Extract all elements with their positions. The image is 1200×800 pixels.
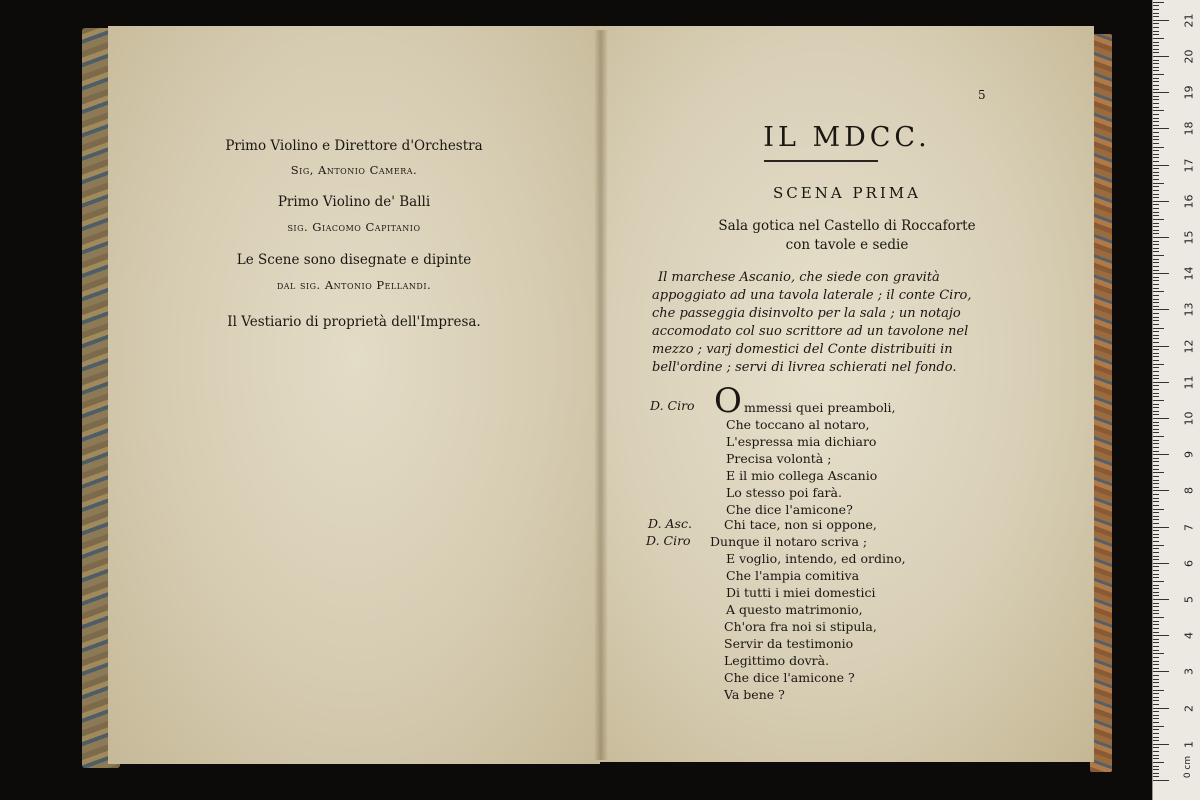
ruler-tick — [1153, 107, 1159, 108]
verse-line: Che dice l'amicone? — [726, 502, 853, 517]
ruler-tick — [1153, 422, 1159, 423]
ruler-tick — [1153, 226, 1159, 227]
ruler-tick — [1153, 342, 1159, 343]
ruler-tick — [1153, 613, 1159, 614]
verse-line: Dunque il notaro scriva ; — [710, 534, 868, 549]
ruler-tick — [1153, 755, 1159, 756]
ruler-tick — [1153, 642, 1159, 643]
ruler-tick — [1153, 726, 1164, 727]
ruler-tick — [1153, 729, 1159, 730]
ruler-number: 14 — [1182, 266, 1196, 281]
page-number: 5 — [978, 88, 986, 102]
scene-heading: SCENA PRIMA — [773, 184, 921, 202]
verse-line: Va bene ? — [724, 687, 785, 702]
ruler-number: 13 — [1182, 302, 1196, 317]
ruler-tick — [1153, 487, 1159, 488]
ruler-tick — [1153, 661, 1159, 662]
ruler-tick — [1153, 16, 1159, 17]
ruler-number: 12 — [1182, 339, 1196, 354]
ruler-tick — [1153, 519, 1159, 520]
ruler-tick — [1153, 476, 1159, 477]
ruler-number: 3 — [1182, 668, 1196, 676]
ruler-unit-label: 0 cm — [1183, 755, 1194, 779]
stage-direction-line: Il marchese Ascanio, che siede con gravità — [658, 270, 940, 285]
ruler-tick — [1153, 49, 1159, 50]
ruler-number: 1 — [1182, 740, 1196, 748]
ruler-tick — [1153, 346, 1169, 347]
ruler-tick — [1153, 704, 1159, 705]
ruler-tick — [1153, 371, 1159, 372]
ruler-tick — [1153, 690, 1164, 691]
drop-cap: O — [714, 381, 742, 421]
ruler-tick — [1153, 635, 1169, 636]
ruler-tick — [1153, 646, 1159, 647]
ruler-tick — [1153, 179, 1159, 180]
ruler-tick — [1153, 700, 1159, 701]
ruler-tick — [1153, 201, 1169, 202]
ruler-number: 15 — [1182, 230, 1196, 245]
ruler-tick — [1153, 331, 1159, 332]
ruler-tick — [1153, 751, 1159, 752]
ruler-number: 2 — [1182, 704, 1196, 712]
ruler-tick — [1153, 766, 1159, 767]
ruler-tick — [1153, 67, 1159, 68]
ruler-tick — [1153, 161, 1159, 162]
ruler-tick — [1153, 157, 1159, 158]
ruler-tick — [1153, 223, 1159, 224]
ruler-tick — [1153, 650, 1159, 651]
ruler-tick — [1153, 758, 1159, 759]
ruler-tick — [1153, 168, 1159, 169]
ruler-tick — [1153, 501, 1159, 502]
ruler-tick — [1153, 548, 1159, 549]
ruler-tick — [1153, 664, 1159, 665]
ruler-tick — [1153, 530, 1159, 531]
ruler-tick — [1153, 425, 1159, 426]
ruler-tick — [1153, 92, 1169, 93]
ruler-tick — [1153, 722, 1159, 723]
ruler-tick — [1153, 400, 1164, 401]
ruler-tick — [1153, 63, 1159, 64]
verse-line: E il mio collega Ascanio — [726, 468, 878, 483]
ruler-tick — [1153, 81, 1159, 82]
ruler-tick — [1153, 606, 1159, 607]
book-gutter — [594, 30, 608, 760]
ruler-tick — [1153, 494, 1159, 495]
verse-line: Chi tace, non si oppone, — [724, 517, 877, 532]
ruler-tick — [1153, 89, 1159, 90]
verse-line: L'espressa mia dichiaro — [726, 434, 877, 449]
ruler-tick — [1153, 328, 1164, 329]
ruler-tick — [1153, 566, 1159, 567]
ruler-tick — [1153, 617, 1164, 618]
ruler-tick — [1153, 523, 1159, 524]
ruler-tick — [1153, 23, 1159, 24]
ruler-tick — [1153, 465, 1159, 466]
ruler-tick — [1153, 639, 1159, 640]
ruler-tick — [1153, 147, 1164, 148]
verse-line: A questo matrimonio, — [726, 602, 863, 617]
ruler-tick — [1153, 356, 1159, 357]
setting-line: Sala gotica nel Castello di Roccaforte — [718, 218, 976, 234]
ruler-tick — [1153, 31, 1159, 32]
speaker-label: D. Ciro — [646, 533, 691, 548]
ruler-tick — [1153, 204, 1159, 205]
ruler-tick — [1153, 490, 1169, 491]
ruler-tick — [1153, 657, 1159, 658]
credit-line: Il Vestiario di proprietà dell'Impresa. — [227, 314, 481, 330]
ruler-tick — [1153, 682, 1159, 683]
ruler-tick — [1153, 780, 1169, 781]
ruler-tick — [1153, 708, 1169, 709]
ruler-tick — [1153, 776, 1159, 777]
ruler-tick — [1153, 317, 1159, 318]
ruler-tick — [1153, 668, 1159, 669]
ruler-tick — [1153, 404, 1159, 405]
ruler-tick — [1153, 407, 1159, 408]
ruler-tick — [1153, 38, 1164, 39]
ruler-tick — [1153, 581, 1164, 582]
ruler-tick — [1153, 559, 1159, 560]
ruler-tick — [1153, 154, 1159, 155]
ruler-tick — [1153, 96, 1159, 97]
ruler-tick — [1153, 451, 1159, 452]
ruler-tick — [1153, 150, 1159, 151]
ruler-tick — [1153, 338, 1159, 339]
ruler-tick — [1153, 563, 1169, 564]
ruler-tick — [1153, 208, 1159, 209]
ruler-tick — [1153, 324, 1159, 325]
setting-line: con tavole e sedie — [785, 237, 909, 253]
ruler-tick — [1153, 233, 1159, 234]
ruler-tick — [1153, 165, 1169, 166]
ruler-tick — [1153, 577, 1159, 578]
credit-line: Le Scene sono disegnate e dipinte — [236, 252, 472, 268]
ruler-tick — [1153, 411, 1159, 412]
ruler-tick — [1153, 461, 1159, 462]
ruler-tick — [1153, 458, 1159, 459]
verse-line: Servir da testimonio — [724, 636, 854, 651]
right-page — [600, 26, 1094, 762]
ruler-tick — [1153, 99, 1159, 100]
ruler-tick — [1153, 744, 1169, 745]
ruler-tick — [1153, 20, 1169, 21]
title-rule — [764, 160, 878, 162]
verse-line: Ch'ora fra noi si stipula, — [724, 619, 877, 634]
ruler-tick — [1153, 592, 1159, 593]
credit-line: Primo Violino e Direttore d'Orchestra — [225, 138, 483, 154]
ruler-tick — [1153, 447, 1159, 448]
ruler-tick — [1153, 13, 1159, 14]
ruler-tick — [1153, 737, 1159, 738]
ruler-tick — [1153, 255, 1164, 256]
ruler-tick — [1153, 440, 1159, 441]
left-page — [108, 26, 600, 764]
ruler-tick — [1153, 288, 1159, 289]
verse-line: mmessi quei preamboli, — [744, 400, 896, 415]
verse-line: Che l'ampia comitiva — [726, 568, 860, 583]
ruler-tick — [1153, 121, 1159, 122]
ruler-tick — [1153, 389, 1159, 390]
ruler-tick — [1153, 190, 1159, 191]
ruler-number: 16 — [1182, 194, 1196, 209]
ruler-tick — [1153, 483, 1159, 484]
ruler-tick — [1153, 570, 1159, 571]
ruler-tick — [1153, 34, 1159, 35]
verse-line: Legittimo dovrà. — [724, 653, 830, 668]
ruler-tick — [1153, 432, 1159, 433]
ruler-tick — [1153, 556, 1159, 557]
ruler-tick — [1153, 110, 1164, 111]
ruler-tick — [1153, 125, 1159, 126]
ruler-tick — [1153, 251, 1159, 252]
ruler-tick — [1153, 762, 1164, 763]
ruler-tick — [1153, 711, 1159, 712]
ruler-tick — [1153, 183, 1164, 184]
ruler-tick — [1153, 197, 1159, 198]
ruler-tick — [1153, 599, 1169, 600]
ruler-tick — [1153, 132, 1159, 133]
stage-direction-line: accomodato col suo scrittore ad un tavolone nel — [652, 324, 969, 339]
ruler-tick — [1153, 610, 1159, 611]
measuring-ruler — [1152, 0, 1200, 800]
ruler-tick — [1153, 280, 1159, 281]
ruler-tick — [1153, 103, 1159, 104]
ruler-tick — [1153, 277, 1159, 278]
ruler-tick — [1153, 512, 1159, 513]
verse-line: Precisa volontà ; — [726, 451, 832, 466]
ruler-tick — [1153, 414, 1159, 415]
ruler-tick — [1153, 628, 1159, 629]
credit-line: sig. Giacomo Capitanio — [287, 220, 421, 234]
stage-direction-line: mezzo ; varj domestici del Conte distribuiti in — [652, 342, 953, 357]
ruler-tick — [1153, 693, 1159, 694]
ruler-tick — [1153, 175, 1159, 176]
verse-line: E voglio, intendo, ed ordino, — [726, 551, 906, 566]
ruler-tick — [1153, 52, 1159, 53]
ruler-tick — [1153, 632, 1159, 633]
ruler-tick — [1153, 172, 1159, 173]
ruler-tick — [1153, 624, 1159, 625]
ruler-number: 8 — [1182, 487, 1196, 495]
ruler-tick — [1153, 237, 1169, 238]
ruler-tick — [1153, 70, 1159, 71]
ruler-tick — [1153, 320, 1159, 321]
ruler-tick — [1153, 244, 1159, 245]
ruler-tick — [1153, 545, 1164, 546]
ruler-tick — [1153, 186, 1159, 187]
ruler-tick — [1153, 574, 1159, 575]
ruler-tick — [1153, 78, 1159, 79]
ruler-tick — [1153, 128, 1169, 129]
ruler-tick — [1153, 143, 1159, 144]
ruler-tick — [1153, 541, 1159, 542]
ruler-tick — [1153, 302, 1159, 303]
ruler-tick — [1153, 335, 1159, 336]
stage-direction-line: che passeggia disinvolto per la sala ; un notajo — [652, 306, 961, 321]
ruler-tick — [1153, 498, 1159, 499]
ruler-tick — [1153, 418, 1169, 419]
ruler-tick — [1153, 262, 1159, 263]
ruler-tick — [1153, 42, 1159, 43]
ruler-number: 7 — [1182, 523, 1196, 531]
ruler-tick — [1153, 679, 1159, 680]
verse-line: Che dice l'amicone ? — [724, 670, 855, 685]
ruler-tick — [1153, 360, 1159, 361]
ruler-tick — [1153, 353, 1159, 354]
ruler-tick — [1153, 715, 1159, 716]
ruler-tick — [1153, 230, 1159, 231]
ruler-tick — [1153, 588, 1159, 589]
ruler-tick — [1153, 436, 1164, 437]
ruler-tick — [1153, 273, 1169, 274]
ruler-tick — [1153, 595, 1159, 596]
ruler-tick — [1153, 552, 1159, 553]
ruler-tick — [1153, 740, 1159, 741]
ruler-tick — [1153, 248, 1159, 249]
ruler-tick — [1153, 9, 1159, 10]
ruler-tick — [1153, 259, 1159, 260]
ruler-tick — [1153, 393, 1159, 394]
ruler-tick — [1153, 85, 1159, 86]
ruler-number: 18 — [1182, 121, 1196, 136]
ruler-tick — [1153, 194, 1159, 195]
ruler-tick — [1153, 313, 1159, 314]
speaker-label: D. Ciro — [650, 398, 695, 413]
ruler-tick — [1153, 443, 1159, 444]
ruler-tick — [1153, 718, 1159, 719]
ruler-tick — [1153, 537, 1159, 538]
ruler-tick — [1153, 382, 1169, 383]
ruler-tick — [1153, 527, 1169, 528]
ruler-tick — [1153, 534, 1159, 535]
ruler-tick — [1153, 469, 1159, 470]
credit-line: Primo Violino de' Balli — [277, 194, 431, 210]
ruler-tick — [1153, 60, 1159, 61]
ruler-tick — [1153, 349, 1159, 350]
stage-direction-line: appoggiato ad una tavola laterale ; il conte Ciro, — [652, 288, 972, 303]
ruler-tick — [1153, 697, 1159, 698]
ruler-tick — [1153, 74, 1164, 75]
ruler-tick — [1153, 603, 1159, 604]
ruler-number: 10 — [1182, 411, 1196, 426]
ruler-tick — [1153, 56, 1169, 57]
ruler-tick — [1153, 219, 1164, 220]
ruler-tick — [1153, 306, 1159, 307]
ruler-tick — [1153, 215, 1159, 216]
ruler-number: 20 — [1182, 49, 1196, 64]
ruler-tick — [1153, 375, 1159, 376]
ruler-tick — [1153, 299, 1159, 300]
ruler-tick — [1153, 509, 1164, 510]
ruler-number: 6 — [1182, 559, 1196, 567]
ruler-tick — [1153, 773, 1159, 774]
credit-line: Sig, Antonio Camera. — [290, 163, 418, 177]
speaker-label: D. Asc. — [648, 516, 692, 531]
ruler-tick — [1153, 364, 1164, 365]
ruler-tick — [1153, 266, 1159, 267]
ruler-number: 17 — [1182, 158, 1196, 173]
ruler-tick — [1153, 733, 1159, 734]
ruler-tick — [1153, 769, 1159, 770]
ruler-tick — [1153, 454, 1169, 455]
verse-line: Di tutti i miei domestici — [726, 585, 876, 600]
ruler-tick — [1153, 516, 1159, 517]
ruler-tick — [1153, 621, 1159, 622]
ruler-number: 9 — [1182, 451, 1196, 459]
ruler-tick — [1153, 139, 1159, 140]
stage-direction-line: bell'ordine ; servi di livrea schierati nel fondo. — [652, 360, 957, 375]
ruler-tick — [1153, 472, 1164, 473]
ruler-tick — [1153, 396, 1159, 397]
ruler-number: 21 — [1182, 13, 1196, 28]
ruler-tick — [1153, 480, 1159, 481]
ruler-tick — [1153, 653, 1164, 654]
ruler-tick — [1153, 241, 1159, 242]
verse-line: Che toccano al notaro, — [726, 417, 870, 432]
ruler-tick — [1153, 429, 1159, 430]
ruler-tick — [1153, 675, 1159, 676]
ruler-tick — [1153, 585, 1159, 586]
ruler-tick — [1153, 309, 1169, 310]
play-title: IL MDCC. — [763, 122, 931, 153]
ruler-tick — [1153, 505, 1159, 506]
ruler-number: 19 — [1182, 85, 1196, 100]
ruler-tick — [1153, 295, 1159, 296]
ruler-number: 11 — [1182, 375, 1196, 390]
ruler-tick — [1153, 270, 1159, 271]
ruler-tick — [1153, 686, 1159, 687]
ruler-tick — [1153, 212, 1159, 213]
ruler-tick — [1153, 367, 1159, 368]
credit-line: dal sig. Antonio Pellandi. — [276, 278, 432, 292]
ruler-number: 4 — [1182, 632, 1196, 640]
ruler-tick — [1153, 747, 1159, 748]
ruler-tick — [1153, 114, 1159, 115]
verse-line: Lo stesso poi farà. — [726, 485, 842, 500]
ruler-tick — [1153, 671, 1169, 672]
ruler-tick — [1153, 27, 1159, 28]
ruler-tick — [1153, 284, 1159, 285]
ruler-number: 5 — [1182, 596, 1196, 603]
ruler-tick — [1153, 136, 1159, 137]
ruler-tick — [1153, 291, 1164, 292]
ruler-tick — [1153, 2, 1164, 3]
ruler-tick — [1153, 118, 1159, 119]
ruler-tick — [1153, 5, 1159, 6]
ruler-tick — [1153, 45, 1159, 46]
ruler-tick — [1153, 385, 1159, 386]
ruler-tick — [1153, 378, 1159, 379]
